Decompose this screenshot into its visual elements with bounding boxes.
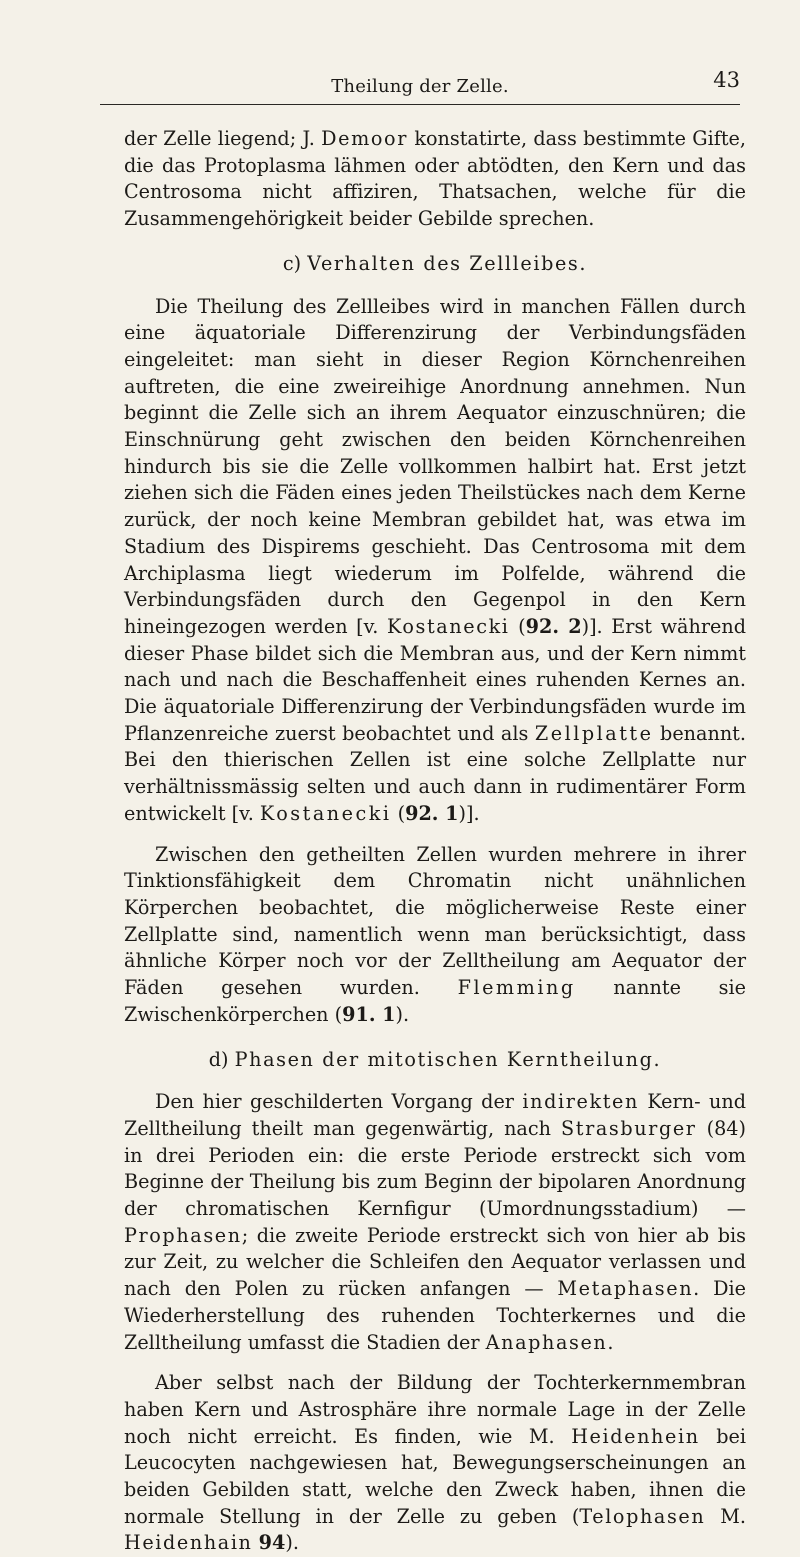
text-run: Zwischen den getheilten Zellen wurden mehrere in ihrer Tinktionsfähigkeit dem Chromatin nicht unähnlichen Körperchen beobachtet, die möglicherweise Reste einer Zellplatte sind, namentlich wenn man berücksichtigt, dass ähnliche Körper noch vor der Zelltheilung am Aequator der Fäden gesehen wurden. <box>124 842 746 1000</box>
text-run: Den hier geschilderten Vorgang der <box>155 1090 523 1114</box>
page-body <box>124 126 746 1557</box>
paragraph-gap <box>124 828 746 842</box>
paragraph <box>124 1089 746 1356</box>
text-run: bei Leucocyten nachgewiesen hat, Bewegungserscheinungen an beiden Gebilden statt, welche den Zweck haben, ihnen die normale Stellung in der Zelle zu geben ( <box>124 1424 747 1528</box>
section-label: c) <box>282 251 308 275</box>
text-run: ; die zweite Periode erstreckt sich von hier ab bis zur Zeit, zu welcher die Schleifen den Aequator verlassen und nach den Polen zu rücken anfangen — <box>124 1223 746 1301</box>
emphasized-term: Prophasen <box>124 1223 242 1247</box>
text-run: ( <box>391 801 406 825</box>
author-name: Demoor <box>321 127 408 150</box>
section-heading-d <box>124 1047 746 1074</box>
running-head: Theilung der Zelle. <box>331 76 509 97</box>
section-label: d) <box>208 1047 235 1071</box>
text-run: der Zelle liegend; J. <box>124 127 322 150</box>
paragraph <box>124 294 746 828</box>
text-run: Die Theilung des Zellleibes wird in manchen Fällen durch eine äquatoriale Differenzirung der Verbindungsfäden eingeleitet: man sieht in dieser Region Körnchenreihen auftreten, die eine zweireihige Anordnung annehmen. Nun beginnt die Zelle sich an ihrem Aequator einzuschnüren; die Einschnürung geht zwischen den beiden Körnchenreihen hindurch bis sie die Zelle vollkommen halbirt hat. Erst jetzt ziehen sich die Fäden eines jeden Theilstückes nach dem Kerne zurück, der noch keine Membran gebildet hat, was etwa im Stadium des Dispirems geschieht. Das Centrosoma mit dem Archiplasma liegt wiederum im Polfelde, während die Verbindungsfäden durch den Gegenpol in den Kern hineingezogen werden [v. <box>124 294 746 638</box>
text-run: ). <box>395 1002 410 1026</box>
text-run: ( <box>509 614 526 638</box>
citation-reference: 92. 2 <box>525 614 582 638</box>
emphasized-term: indirekten <box>522 1090 639 1114</box>
author-name: Heidenhain <box>124 1531 253 1555</box>
author-name: Strasburger <box>561 1116 697 1140</box>
emphasized-term: Metaphasen <box>557 1277 694 1301</box>
text-run: Kern- und Zelltheilung theilt man gegenwärtig, nach <box>124 1090 746 1140</box>
author-name: Kostanecki <box>259 801 392 825</box>
text-run: ). <box>285 1531 299 1555</box>
emphasized-term: Zellplatte <box>534 721 654 745</box>
text-run: M. <box>705 1504 746 1528</box>
emphasized-term: Anaphasen <box>485 1330 608 1354</box>
page-header <box>100 68 740 105</box>
text-run: (84) in drei Perioden ein: die erste Periode erstreckt sich vom Beginne der Theilung bis zum Beginn der bipolaren Anordnung der chromatischen Kernfigur (Umordnungsstadium) — <box>124 1116 746 1221</box>
emphasized-term: Telophasen <box>579 1504 706 1528</box>
paragraph-gap <box>124 1356 746 1370</box>
text-run: )]. <box>458 801 480 825</box>
text-run: )]. Erst während dieser Phase bildet sich die Membran aus, und der Kern nimmt nach und nach die Beschaffenheit eines ruhenden Kernes an. Die äquatoriale Differenzirung der Verbindungsfäden wurde im Pflanzenreiche zuerst beobachtet und als <box>124 614 746 745</box>
text-run: benannt. Bei den thierischen Zellen ist eine solche Zellplatte nur verhältnissmässig selten und auch dann in rudimentärer Form entwickelt [v. <box>124 721 746 825</box>
text-run: konstatirte, dass bestimmte Gifte, die das Protoplasma lähmen oder abtödten, den Kern und das Centrosoma nicht affiziren, Thatsachen, welche für die Zusammengehörigkeit beider Gebilde sprechen. <box>124 127 746 231</box>
section-title: Verhalten des Zellleibes. <box>307 251 588 275</box>
author-name: Kostanecki <box>386 614 510 638</box>
citation-reference: 94 <box>258 1531 286 1555</box>
text-run: . Die Wiederherstellung des ruhenden Tochterkernes und die Zelltheilung umfasst die Stadien der <box>124 1277 746 1354</box>
paragraph <box>124 842 746 1029</box>
author-name: Flemming <box>457 976 576 1000</box>
text-run: nannte sie Zwischenkörperchen ( <box>124 976 746 1026</box>
text-run: Aber selbst nach der Bildung der Tochterkernmembran haben Kern und Astrosphäre ihre normale Lage in der Zelle noch nicht erreicht. Es finden, wie M. <box>124 1371 746 1448</box>
text-run: . <box>607 1330 614 1354</box>
section-heading-c <box>124 251 746 278</box>
paragraph <box>124 1370 746 1557</box>
author-name: Heidenhein <box>571 1424 700 1448</box>
page-number: 43 <box>713 68 740 92</box>
continued-paragraph <box>124 126 746 233</box>
section-title: Phasen der mitotischen Kerntheilung. <box>234 1047 662 1071</box>
citation-reference: 91. 1 <box>342 1002 396 1026</box>
citation-reference: 92. 1 <box>405 801 459 825</box>
